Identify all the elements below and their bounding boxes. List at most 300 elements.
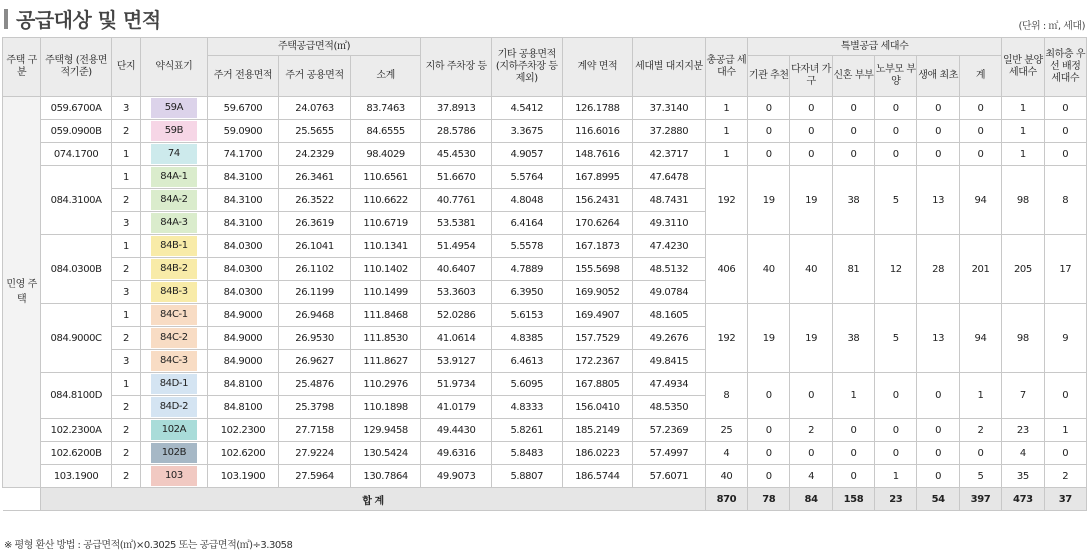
supply-table [2,37,1087,511]
total-supply-cell: 192 [705,304,747,373]
multi-child-sum: 84 [790,488,832,511]
newlywed-cell: 81 [832,235,874,304]
table-row [3,97,1087,120]
contract-area-cell: 167.8805 [562,373,633,396]
parking-area-cell: 41.0179 [421,396,492,419]
parking-area-cell: 40.7761 [421,189,492,212]
subtotal-area-cell: 110.1898 [350,396,421,419]
land-share-cell: 57.2369 [633,419,706,442]
header-other-common: 기타 공용면적 (지하주차장 등 제외) [491,38,562,97]
short-mark-cell [141,465,208,488]
other-common-area-cell: 4.7889 [491,258,562,281]
header-special-supply: 특별공급 세대수 [748,38,1002,56]
first-life-cell: 0 [917,373,959,419]
short-mark-label: 84A-3 [151,213,197,233]
special-total-cell: 1 [959,373,1001,419]
header-multi-child: 다자녀 가구 [790,56,832,97]
short-mark-cell [141,442,208,465]
short-mark-label: 84A-2 [151,190,197,210]
common-area-cell: 26.9627 [279,350,351,373]
parking-area-cell: 37.8913 [421,97,492,120]
header-complex: 단지 [111,38,140,97]
header-subtotal: 소계 [350,56,421,97]
short-mark-label: 84B-2 [151,259,197,279]
parking-area-cell: 52.0286 [421,304,492,327]
contract-area-cell: 156.2431 [562,189,633,212]
land-share-cell: 37.3140 [633,97,706,120]
general-sum: 473 [1002,488,1044,511]
institution-cell: 0 [748,419,790,442]
house-type-cell: 084.9000C [41,304,112,373]
total-supply-cell: 1 [705,120,747,143]
subtotal-area-cell: 83.7463 [350,97,421,120]
complex-cell: 1 [111,373,140,396]
unit-note: (단위 : ㎡, 세대) [1018,21,1085,32]
table-row [3,465,1087,488]
land-share-cell: 42.3717 [633,143,706,166]
short-mark-cell [141,304,208,327]
common-area-cell: 24.2329 [279,143,351,166]
land-share-cell: 48.1605 [633,304,706,327]
total-label-cell: 합 계 [41,488,705,511]
land-share-cell: 49.3110 [633,212,706,235]
exclusive-area-cell: 84.3100 [207,189,279,212]
common-area-cell: 26.3619 [279,212,351,235]
common-area-cell: 26.9468 [279,304,351,327]
exclusive-area-cell: 84.0300 [207,281,279,304]
parking-area-cell: 49.4430 [421,419,492,442]
header-parking: 지하 주차장 등 [421,38,492,97]
title-marker [4,9,8,29]
complex-cell: 2 [111,258,140,281]
first-life-sum: 54 [917,488,959,511]
general-supply-cell: 98 [1002,166,1044,235]
first-life-cell: 0 [917,143,959,166]
total-supply-cell: 192 [705,166,747,235]
short-mark-cell [141,212,208,235]
header-newlywed: 신혼 부부 [832,56,874,97]
short-mark-label: 74 [151,144,197,164]
other-common-area-cell: 5.5764 [491,166,562,189]
complex-cell: 1 [111,235,140,258]
priority-cell: 8 [1044,166,1086,235]
total-supply-sum: 870 [705,488,747,511]
first-life-cell: 0 [917,465,959,488]
land-share-cell: 49.8415 [633,350,706,373]
house-type-cell: 102.2300A [41,419,112,442]
parking-area-cell: 53.5381 [421,212,492,235]
total-blank-cell [3,488,41,511]
short-mark-label: 84C-1 [151,305,197,325]
special-total-cell: 0 [959,97,1001,120]
house-type-cell: 059.6700A [41,97,112,120]
total-supply-cell: 25 [705,419,747,442]
footnote: ※ 평형 환산 방법 : 공급면적(㎡)×0.3025 또는 공급면적(㎡)÷3.3058 [4,540,293,551]
general-supply-cell: 1 [1002,97,1044,120]
special-total-cell: 0 [959,442,1001,465]
total-supply-cell: 1 [705,143,747,166]
parking-area-cell: 51.9734 [421,373,492,396]
elderly-parents-sum: 23 [875,488,917,511]
house-type-cell: 084.0300B [41,235,112,304]
header-house-category: 주택 구분 [3,38,41,97]
general-supply-cell: 4 [1002,442,1044,465]
common-area-cell: 26.1199 [279,281,351,304]
complex-cell: 2 [111,419,140,442]
special-total-cell: 0 [959,120,1001,143]
institution-cell: 0 [748,120,790,143]
multi-child-cell: 0 [790,442,832,465]
header-short-mark: 약식표기 [141,38,208,97]
priority-cell: 9 [1044,304,1086,373]
land-share-cell: 47.4230 [633,235,706,258]
institution-cell: 19 [748,304,790,373]
table-row [3,235,1087,258]
header-special-total: 계 [959,56,1001,97]
priority-sum: 37 [1044,488,1086,511]
table-row [3,442,1087,465]
short-mark-cell [141,419,208,442]
house-type-cell: 102.6200B [41,442,112,465]
multi-child-cell: 40 [790,235,832,304]
newlywed-cell: 1 [832,373,874,419]
short-mark-cell [141,189,208,212]
elderly-parents-cell: 0 [875,373,917,419]
first-life-cell: 0 [917,442,959,465]
elderly-parents-cell: 12 [875,235,917,304]
contract-area-cell: 126.1788 [562,97,633,120]
header-total-supply: 총공급 세대수 [705,38,747,97]
institution-cell: 0 [748,97,790,120]
other-common-area-cell: 5.8483 [491,442,562,465]
newlywed-cell: 0 [832,143,874,166]
subtotal-area-cell: 98.4029 [350,143,421,166]
contract-area-cell: 169.4907 [562,304,633,327]
general-supply-cell: 1 [1002,143,1044,166]
common-area-cell: 25.3798 [279,396,351,419]
institution-cell: 19 [748,166,790,235]
land-share-cell: 57.6071 [633,465,706,488]
short-mark-label: 84C-2 [151,328,197,348]
elderly-parents-cell: 0 [875,143,917,166]
multi-child-cell: 0 [790,120,832,143]
other-common-area-cell: 4.8048 [491,189,562,212]
elderly-parents-cell: 0 [875,442,917,465]
land-share-cell: 49.2676 [633,327,706,350]
other-common-area-cell: 5.6095 [491,373,562,396]
complex-cell: 2 [111,327,140,350]
priority-cell: 0 [1044,373,1086,419]
first-life-cell: 13 [917,304,959,373]
other-common-area-cell: 4.8385 [491,327,562,350]
short-mark-cell [141,166,208,189]
general-supply-cell: 98 [1002,304,1044,373]
complex-cell: 2 [111,465,140,488]
complex-cell: 3 [111,97,140,120]
land-share-cell: 47.4934 [633,373,706,396]
short-mark-cell [141,235,208,258]
complex-cell: 2 [111,442,140,465]
elderly-parents-cell: 5 [875,166,917,235]
contract-area-cell: 157.7529 [562,327,633,350]
multi-child-cell: 0 [790,97,832,120]
table-row [3,166,1087,189]
common-area-cell: 26.1041 [279,235,351,258]
contract-area-cell: 169.9052 [562,281,633,304]
house-type-cell: 103.1900 [41,465,112,488]
newlywed-cell: 0 [832,419,874,442]
table-row [3,419,1087,442]
title-bar [4,4,161,33]
total-row [3,488,1087,511]
multi-child-cell: 19 [790,304,832,373]
exclusive-area-cell: 102.6200 [207,442,279,465]
total-supply-cell: 406 [705,235,747,304]
land-share-cell: 47.6478 [633,166,706,189]
short-mark-cell [141,120,208,143]
header-common: 주거 공용면적 [279,56,351,97]
other-common-area-cell: 5.8261 [491,419,562,442]
first-life-cell: 0 [917,97,959,120]
subtotal-area-cell: 110.1341 [350,235,421,258]
land-share-cell: 57.4997 [633,442,706,465]
multi-child-cell: 19 [790,166,832,235]
common-area-cell: 27.9224 [279,442,351,465]
total-supply-cell: 4 [705,442,747,465]
exclusive-area-cell: 84.8100 [207,396,279,419]
priority-cell: 1 [1044,419,1086,442]
general-supply-cell: 23 [1002,419,1044,442]
table-row [3,120,1087,143]
general-supply-cell: 35 [1002,465,1044,488]
header-first-life: 생애 최초 [917,56,959,97]
land-share-cell: 37.2880 [633,120,706,143]
short-mark-cell [141,373,208,396]
multi-child-cell: 0 [790,143,832,166]
subtotal-area-cell: 130.5424 [350,442,421,465]
other-common-area-cell: 4.8333 [491,396,562,419]
exclusive-area-cell: 84.8100 [207,373,279,396]
complex-cell: 1 [111,166,140,189]
table-row [3,373,1087,396]
contract-area-cell: 167.1873 [562,235,633,258]
institution-cell: 0 [748,143,790,166]
header-supply-area: 주택공급면적(㎡) [207,38,421,56]
house-type-cell: 084.3100A [41,166,112,235]
short-mark-cell [141,350,208,373]
page-title: 공급대상 및 면적 [16,8,161,32]
common-area-cell: 24.0763 [279,97,351,120]
general-supply-cell: 205 [1002,235,1044,304]
newlywed-cell: 0 [832,120,874,143]
land-share-cell: 49.0784 [633,281,706,304]
subtotal-area-cell: 110.6719 [350,212,421,235]
special-total-cell: 2 [959,419,1001,442]
header-priority: 최하층 우선 배정 세대수 [1044,38,1086,97]
multi-child-cell: 2 [790,419,832,442]
priority-cell: 2 [1044,465,1086,488]
other-common-area-cell: 5.5578 [491,235,562,258]
elderly-parents-cell: 0 [875,419,917,442]
institution-sum: 78 [748,488,790,511]
complex-cell: 1 [111,143,140,166]
other-common-area-cell: 5.6153 [491,304,562,327]
complex-cell: 1 [111,304,140,327]
short-mark-cell [141,143,208,166]
first-life-cell: 0 [917,120,959,143]
exclusive-area-cell: 84.0300 [207,235,279,258]
parking-area-cell: 28.5786 [421,120,492,143]
general-supply-cell: 1 [1002,120,1044,143]
multi-child-cell: 4 [790,465,832,488]
short-mark-cell [141,396,208,419]
elderly-parents-cell: 1 [875,465,917,488]
subtotal-area-cell: 110.1402 [350,258,421,281]
elderly-parents-cell: 0 [875,97,917,120]
priority-cell: 17 [1044,235,1086,304]
short-mark-label: 103 [151,466,197,486]
exclusive-area-cell: 84.3100 [207,212,279,235]
total-supply-cell: 40 [705,465,747,488]
table-row [3,143,1087,166]
special-total-cell: 5 [959,465,1001,488]
contract-area-cell: 170.6264 [562,212,633,235]
subtotal-area-cell: 110.6622 [350,189,421,212]
elderly-parents-cell: 5 [875,304,917,373]
parking-area-cell: 49.9073 [421,465,492,488]
common-area-cell: 27.5964 [279,465,351,488]
institution-cell: 0 [748,465,790,488]
common-area-cell: 25.4876 [279,373,351,396]
short-mark-label: 84D-2 [151,397,197,417]
complex-cell: 3 [111,281,140,304]
contract-area-cell: 172.2367 [562,350,633,373]
total-supply-cell: 1 [705,97,747,120]
priority-cell: 0 [1044,442,1086,465]
subtotal-area-cell: 110.6561 [350,166,421,189]
land-share-cell: 48.7431 [633,189,706,212]
elderly-parents-cell: 0 [875,120,917,143]
header-general: 일반 분양 세대수 [1002,38,1044,97]
parking-area-cell: 40.6407 [421,258,492,281]
other-common-area-cell: 6.4613 [491,350,562,373]
other-common-area-cell: 5.8807 [491,465,562,488]
contract-area-cell: 148.7616 [562,143,633,166]
special-total-cell: 0 [959,143,1001,166]
short-mark-label: 59B [151,121,197,141]
newlywed-cell: 0 [832,465,874,488]
contract-area-cell: 185.2149 [562,419,633,442]
short-mark-cell [141,281,208,304]
common-area-cell: 25.5655 [279,120,351,143]
subtotal-area-cell: 84.6555 [350,120,421,143]
special-total-cell: 94 [959,166,1001,235]
parking-area-cell: 53.3603 [421,281,492,304]
institution-cell: 0 [748,373,790,419]
other-common-area-cell: 6.4164 [491,212,562,235]
house-type-cell: 084.8100D [41,373,112,419]
contract-area-cell: 186.5744 [562,465,633,488]
contract-area-cell: 156.0410 [562,396,633,419]
complex-cell: 3 [111,212,140,235]
header-contract-area: 계약 면적 [562,38,633,97]
header-elderly-parents: 노부모 부양 [875,56,917,97]
newlywed-cell: 0 [832,97,874,120]
exclusive-area-cell: 84.9000 [207,304,279,327]
header-land-share: 세대별 대지지분 [633,38,706,97]
priority-cell: 0 [1044,97,1086,120]
short-mark-label: 84D-1 [151,374,197,394]
special-total-cell: 94 [959,304,1001,373]
common-area-cell: 26.9530 [279,327,351,350]
parking-area-cell: 41.0614 [421,327,492,350]
institution-cell: 40 [748,235,790,304]
header-institution: 기관 추천 [748,56,790,97]
subtotal-area-cell: 111.8530 [350,327,421,350]
general-supply-cell: 7 [1002,373,1044,419]
short-mark-label: 84A-1 [151,167,197,187]
exclusive-area-cell: 59.0900 [207,120,279,143]
newlywed-sum: 158 [832,488,874,511]
parking-area-cell: 49.6316 [421,442,492,465]
contract-area-cell: 167.8995 [562,166,633,189]
priority-cell: 0 [1044,143,1086,166]
total-supply-cell: 8 [705,373,747,419]
common-area-cell: 26.3461 [279,166,351,189]
house-category-cell: 민영 주택 [3,97,41,488]
subtotal-area-cell: 130.7864 [350,465,421,488]
short-mark-cell [141,258,208,281]
subtotal-area-cell: 111.8627 [350,350,421,373]
header-exclusive: 주거 전용면적 [207,56,279,97]
first-life-cell: 28 [917,235,959,304]
land-share-cell: 48.5132 [633,258,706,281]
parking-area-cell: 51.6670 [421,166,492,189]
parking-area-cell: 45.4530 [421,143,492,166]
contract-area-cell: 186.0223 [562,442,633,465]
complex-cell: 2 [111,120,140,143]
other-common-area-cell: 4.9057 [491,143,562,166]
first-life-cell: 0 [917,419,959,442]
special-total-sum: 397 [959,488,1001,511]
common-area-cell: 26.3522 [279,189,351,212]
parking-area-cell: 51.4954 [421,235,492,258]
complex-cell: 2 [111,396,140,419]
house-type-cell: 059.0900B [41,120,112,143]
short-mark-label: 102B [151,443,197,463]
exclusive-area-cell: 84.3100 [207,166,279,189]
short-mark-label: 84C-3 [151,351,197,371]
complex-cell: 2 [111,189,140,212]
exclusive-area-cell: 102.2300 [207,419,279,442]
special-total-cell: 201 [959,235,1001,304]
newlywed-cell: 38 [832,166,874,235]
other-common-area-cell: 6.3950 [491,281,562,304]
exclusive-area-cell: 84.9000 [207,327,279,350]
subtotal-area-cell: 110.2976 [350,373,421,396]
short-mark-cell [141,327,208,350]
table-row [3,304,1087,327]
multi-child-cell: 0 [790,373,832,419]
exclusive-area-cell: 59.6700 [207,97,279,120]
subtotal-area-cell: 111.8468 [350,304,421,327]
newlywed-cell: 38 [832,304,874,373]
subtotal-area-cell: 110.1499 [350,281,421,304]
other-common-area-cell: 4.5412 [491,97,562,120]
exclusive-area-cell: 74.1700 [207,143,279,166]
other-common-area-cell: 3.3675 [491,120,562,143]
exclusive-area-cell: 84.0300 [207,258,279,281]
